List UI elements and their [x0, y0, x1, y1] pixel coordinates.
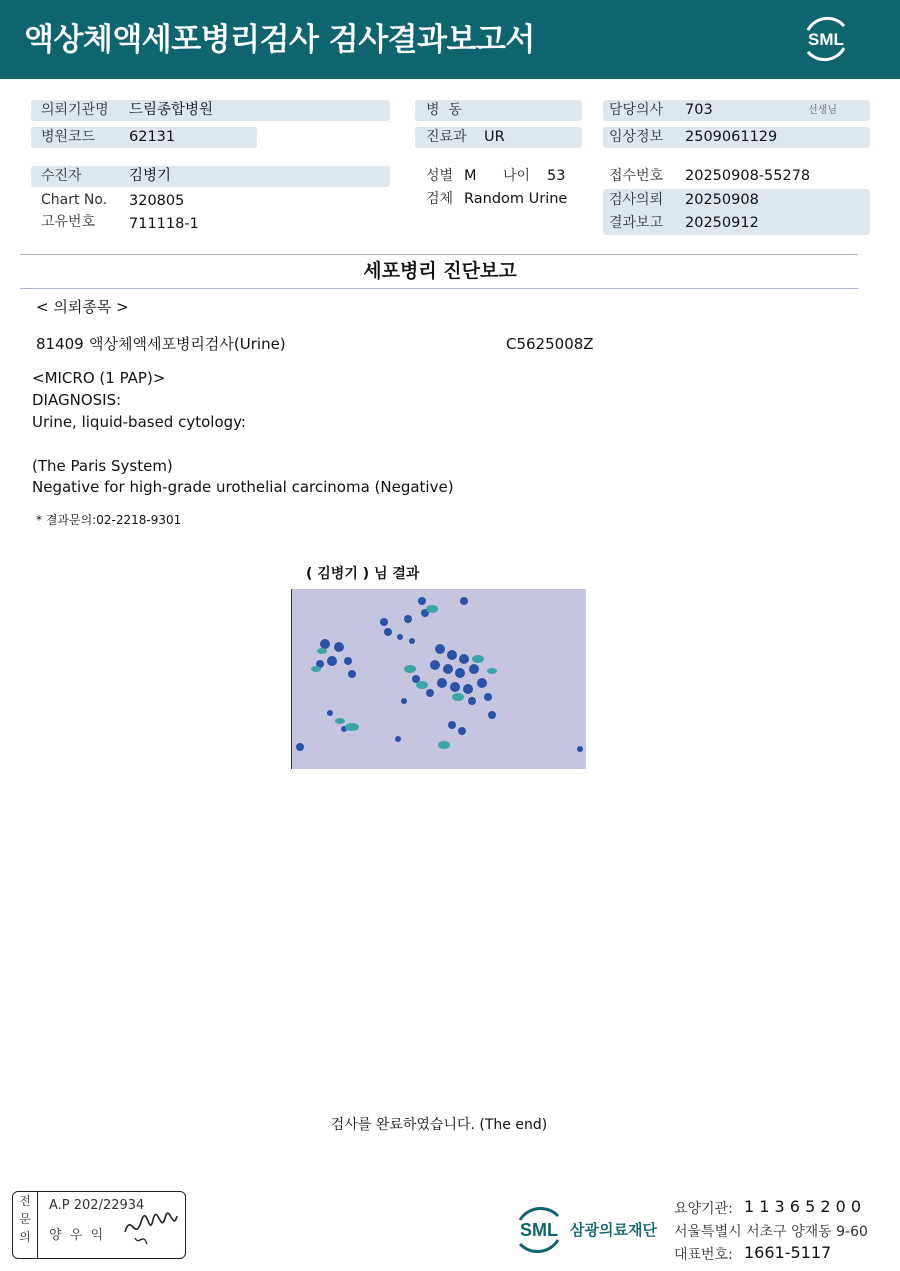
- test-request-label: 검사의뢰: [609, 192, 664, 208]
- org-label: 의뢰기관명: [41, 102, 109, 118]
- sml-footer-logo-icon: [510, 1200, 568, 1258]
- stamp-license: A.P 202/22934: [49, 1198, 145, 1213]
- section-rule-bottom: [20, 288, 858, 289]
- stamp-side-char: 의: [19, 1230, 31, 1244]
- doctor-suffix: 선생님: [808, 105, 837, 116]
- diagnosis-label: DIAGNOSIS:: [32, 391, 122, 409]
- svg-text:SML: SML: [808, 30, 844, 49]
- cytology-cells-icon: [292, 589, 586, 769]
- order-code: 81409: [36, 335, 84, 353]
- care-no-value: 1 1 3 6 5 2 0 0: [744, 1197, 862, 1216]
- stamp-side-char: 문: [19, 1212, 31, 1226]
- result-report-label: 결과보고: [609, 215, 664, 231]
- result-report-value: 20250912: [685, 215, 759, 231]
- phone-value: 1661-5117: [744, 1243, 832, 1262]
- specimen-value: Random Urine: [464, 191, 568, 207]
- org-value: 드림종합병원: [129, 102, 214, 118]
- phone-label: 대표번호:: [674, 1247, 733, 1263]
- order-ref: C5625008Z: [506, 335, 594, 353]
- stamp-side-char: 전: [19, 1194, 31, 1208]
- inquiry-phone: * 결과문의:02-2218-9301: [36, 513, 182, 527]
- patient-label-bar: [31, 166, 390, 187]
- chart-no-value: 320805: [129, 193, 185, 209]
- org-name: 삼광의료재단: [570, 1221, 657, 1239]
- signature-icon: [121, 1202, 181, 1248]
- clinical-info-label: 임상정보: [609, 129, 664, 145]
- image-caption: ( 김병기 ) 님 결과: [306, 566, 420, 582]
- age-value: 53: [547, 168, 566, 184]
- section-rule-top: [20, 254, 858, 255]
- unique-id-label: 고유번호: [41, 214, 96, 230]
- age-label: 나이: [503, 168, 531, 184]
- diagnosis-result: Negative for high-grade urothelial carcinoma (Negative): [32, 478, 454, 496]
- sml-logo-icon: [800, 12, 852, 64]
- cytology-image: [291, 589, 586, 769]
- micro-line: <MICRO (1 PAP)>: [32, 369, 166, 387]
- system-line: (The Paris System): [32, 457, 173, 475]
- specimen-line: Urine, liquid-based cytology:: [32, 413, 246, 431]
- order-name: 액상체액세포병리검사(Urine): [89, 335, 286, 353]
- department-label: 진료과: [426, 129, 467, 145]
- clinical-info-value: 2509061129: [685, 129, 778, 145]
- department-value: UR: [484, 129, 505, 145]
- stamp-side-label: [13, 1192, 38, 1258]
- section-title: 세포병리 진단보고: [363, 260, 517, 282]
- patient-label: 수진자: [41, 168, 82, 184]
- end-text: 검사를 완료하였습니다. (The end): [330, 1117, 548, 1133]
- unique-id-value: 711118-1: [129, 216, 199, 232]
- doctor-value: 703: [685, 102, 713, 118]
- order-heading: < 의뢰종목 >: [36, 298, 129, 316]
- pathologist-stamp: [12, 1191, 186, 1259]
- test-request-value: 20250908: [685, 192, 759, 208]
- ward-label: 병 동: [426, 102, 462, 118]
- hospital-code-value: 62131: [129, 129, 176, 145]
- address: 서울특별시 서초구 양재동 9-60: [674, 1224, 868, 1240]
- patient-value: 김병기: [129, 168, 172, 184]
- sex-label: 성별: [426, 168, 454, 184]
- receipt-no-label: 접수번호: [609, 168, 664, 184]
- report-title: 액상체액세포병리검사 검사결과보고서: [24, 22, 535, 58]
- specimen-label: 검체: [426, 191, 454, 207]
- sex-value: M: [464, 168, 477, 184]
- care-no-label: 요양기관:: [674, 1201, 733, 1217]
- stamp-name: 양 우 익: [49, 1228, 104, 1243]
- doctor-label: 담당의사: [609, 102, 664, 118]
- chart-no-label: Chart No.: [41, 192, 108, 208]
- hospital-code-label: 병원코드: [41, 129, 96, 145]
- receipt-no-value: 20250908-55278: [685, 168, 811, 184]
- svg-text:SML: SML: [520, 1220, 558, 1240]
